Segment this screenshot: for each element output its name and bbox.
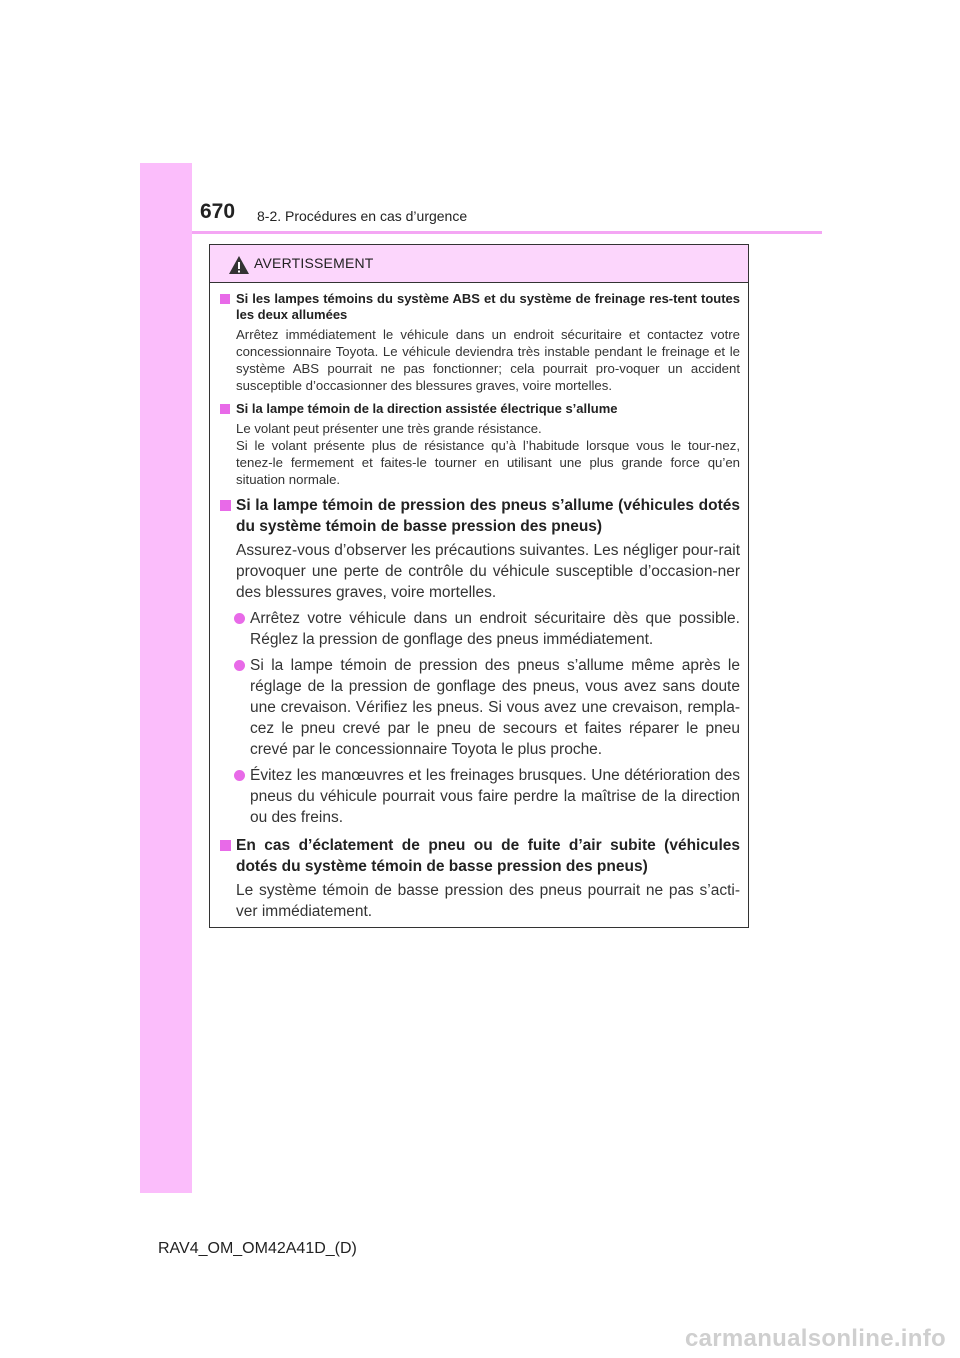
list-item-text: Si la lampe témoin de pression des pneus s’allume même après le réglage de la pression de gonflage des pneus, vous avez sans doute une crevaison. Vérifiez les pneus. Si vous avez une crevaison, rempla-cez le pneu crevé par le pneu de secours et faites réparer le pneu crevé par le concessionnaire Toyota le plus proche. xyxy=(250,657,740,758)
warning-box xyxy=(209,244,749,928)
list-item xyxy=(218,608,740,650)
square-bullet-icon xyxy=(220,840,231,851)
warning-item-steering xyxy=(218,401,740,488)
warning-triangle-icon xyxy=(228,255,250,275)
round-bullet-icon xyxy=(234,770,245,781)
list-item xyxy=(218,765,740,828)
warning-header xyxy=(210,245,748,283)
header-rule xyxy=(192,231,822,234)
item-heading xyxy=(218,495,740,537)
square-bullet-icon xyxy=(220,294,230,304)
warning-body xyxy=(210,283,748,922)
warning-item-abs xyxy=(218,291,740,394)
warning-item-blowout xyxy=(218,835,740,922)
item-heading-text: Si les lampes témoins du système ABS et du système de freinage res-tent toutes les deux allumées xyxy=(236,291,740,322)
document-code: RAV4_OM_OM42A41D_(D) xyxy=(158,1240,357,1257)
square-bullet-icon xyxy=(220,404,230,414)
side-tab xyxy=(140,163,192,1193)
round-bullet-icon xyxy=(234,660,245,671)
watermark: carmanualsonline.info xyxy=(684,1325,946,1352)
item-heading xyxy=(218,835,740,877)
warning-item-tire-pressure xyxy=(218,495,740,828)
section-title: 8-2. Procédures en cas d’urgence xyxy=(257,208,468,224)
item-heading-text: Si la lampe témoin de la direction assistée électrique s’allume xyxy=(236,401,618,416)
list-item-text: Évitez les manœuvres et les freinages brusques. Une détérioration des pneus du véhicule pourrait vous faire perdre la maîtrise de la direction ou des freins. xyxy=(250,767,740,826)
item-text: Assurez-vous d’observer les précautions suivantes. Les négliger pour-rait provoquer une perte de contrôle du véhicule susceptible d’occasion-ner des blessures graves, voire mortelles. xyxy=(236,542,740,601)
item-heading-text: En cas d’éclatement de pneu ou de fuite d’air subite (véhicules dotés du système témoin de basse pression des pneus) xyxy=(236,837,740,875)
warning-label: AVERTISSEMENT xyxy=(254,255,374,271)
item-text: Le système témoin de basse pression des pneus pourrait ne pas s’acti-ver immédiatement. xyxy=(236,882,740,920)
item-text: Le volant peut présenter une très grande résistance. Si le volant présente plus de résistance qu’à l’habitude lorsque vous le tour-nez, tenez-le fermement et faites-le tourner en utilisant une plus grande force qu’en situation normale. xyxy=(236,421,740,487)
item-heading-text: Si la lampe témoin de pression des pneus s’allume (véhicules dotés du système témoin de basse pression des pneus) xyxy=(236,497,740,535)
round-bullet-icon xyxy=(234,613,245,624)
list-item xyxy=(218,655,740,760)
page-number: 670 xyxy=(200,200,236,223)
list-item-text: Arrêtez votre véhicule dans un endroit sécuritaire dès que possible. Réglez la pression de gonflage des pneus immédiatement. xyxy=(250,610,740,648)
square-bullet-icon xyxy=(220,500,231,511)
item-text: Arrêtez immédiatement le véhicule dans un endroit sécuritaire et contactez votre concessionnaire Toyota. Le véhicule deviendra très instable pendant le freinage et le système ABS pourrait ne pas fonctionner; cela pourrait pro-voquer un accident susceptible d’occasionner des blessures graves, voire mortelles. xyxy=(236,327,740,393)
item-heading xyxy=(218,401,740,417)
item-heading xyxy=(218,291,740,323)
